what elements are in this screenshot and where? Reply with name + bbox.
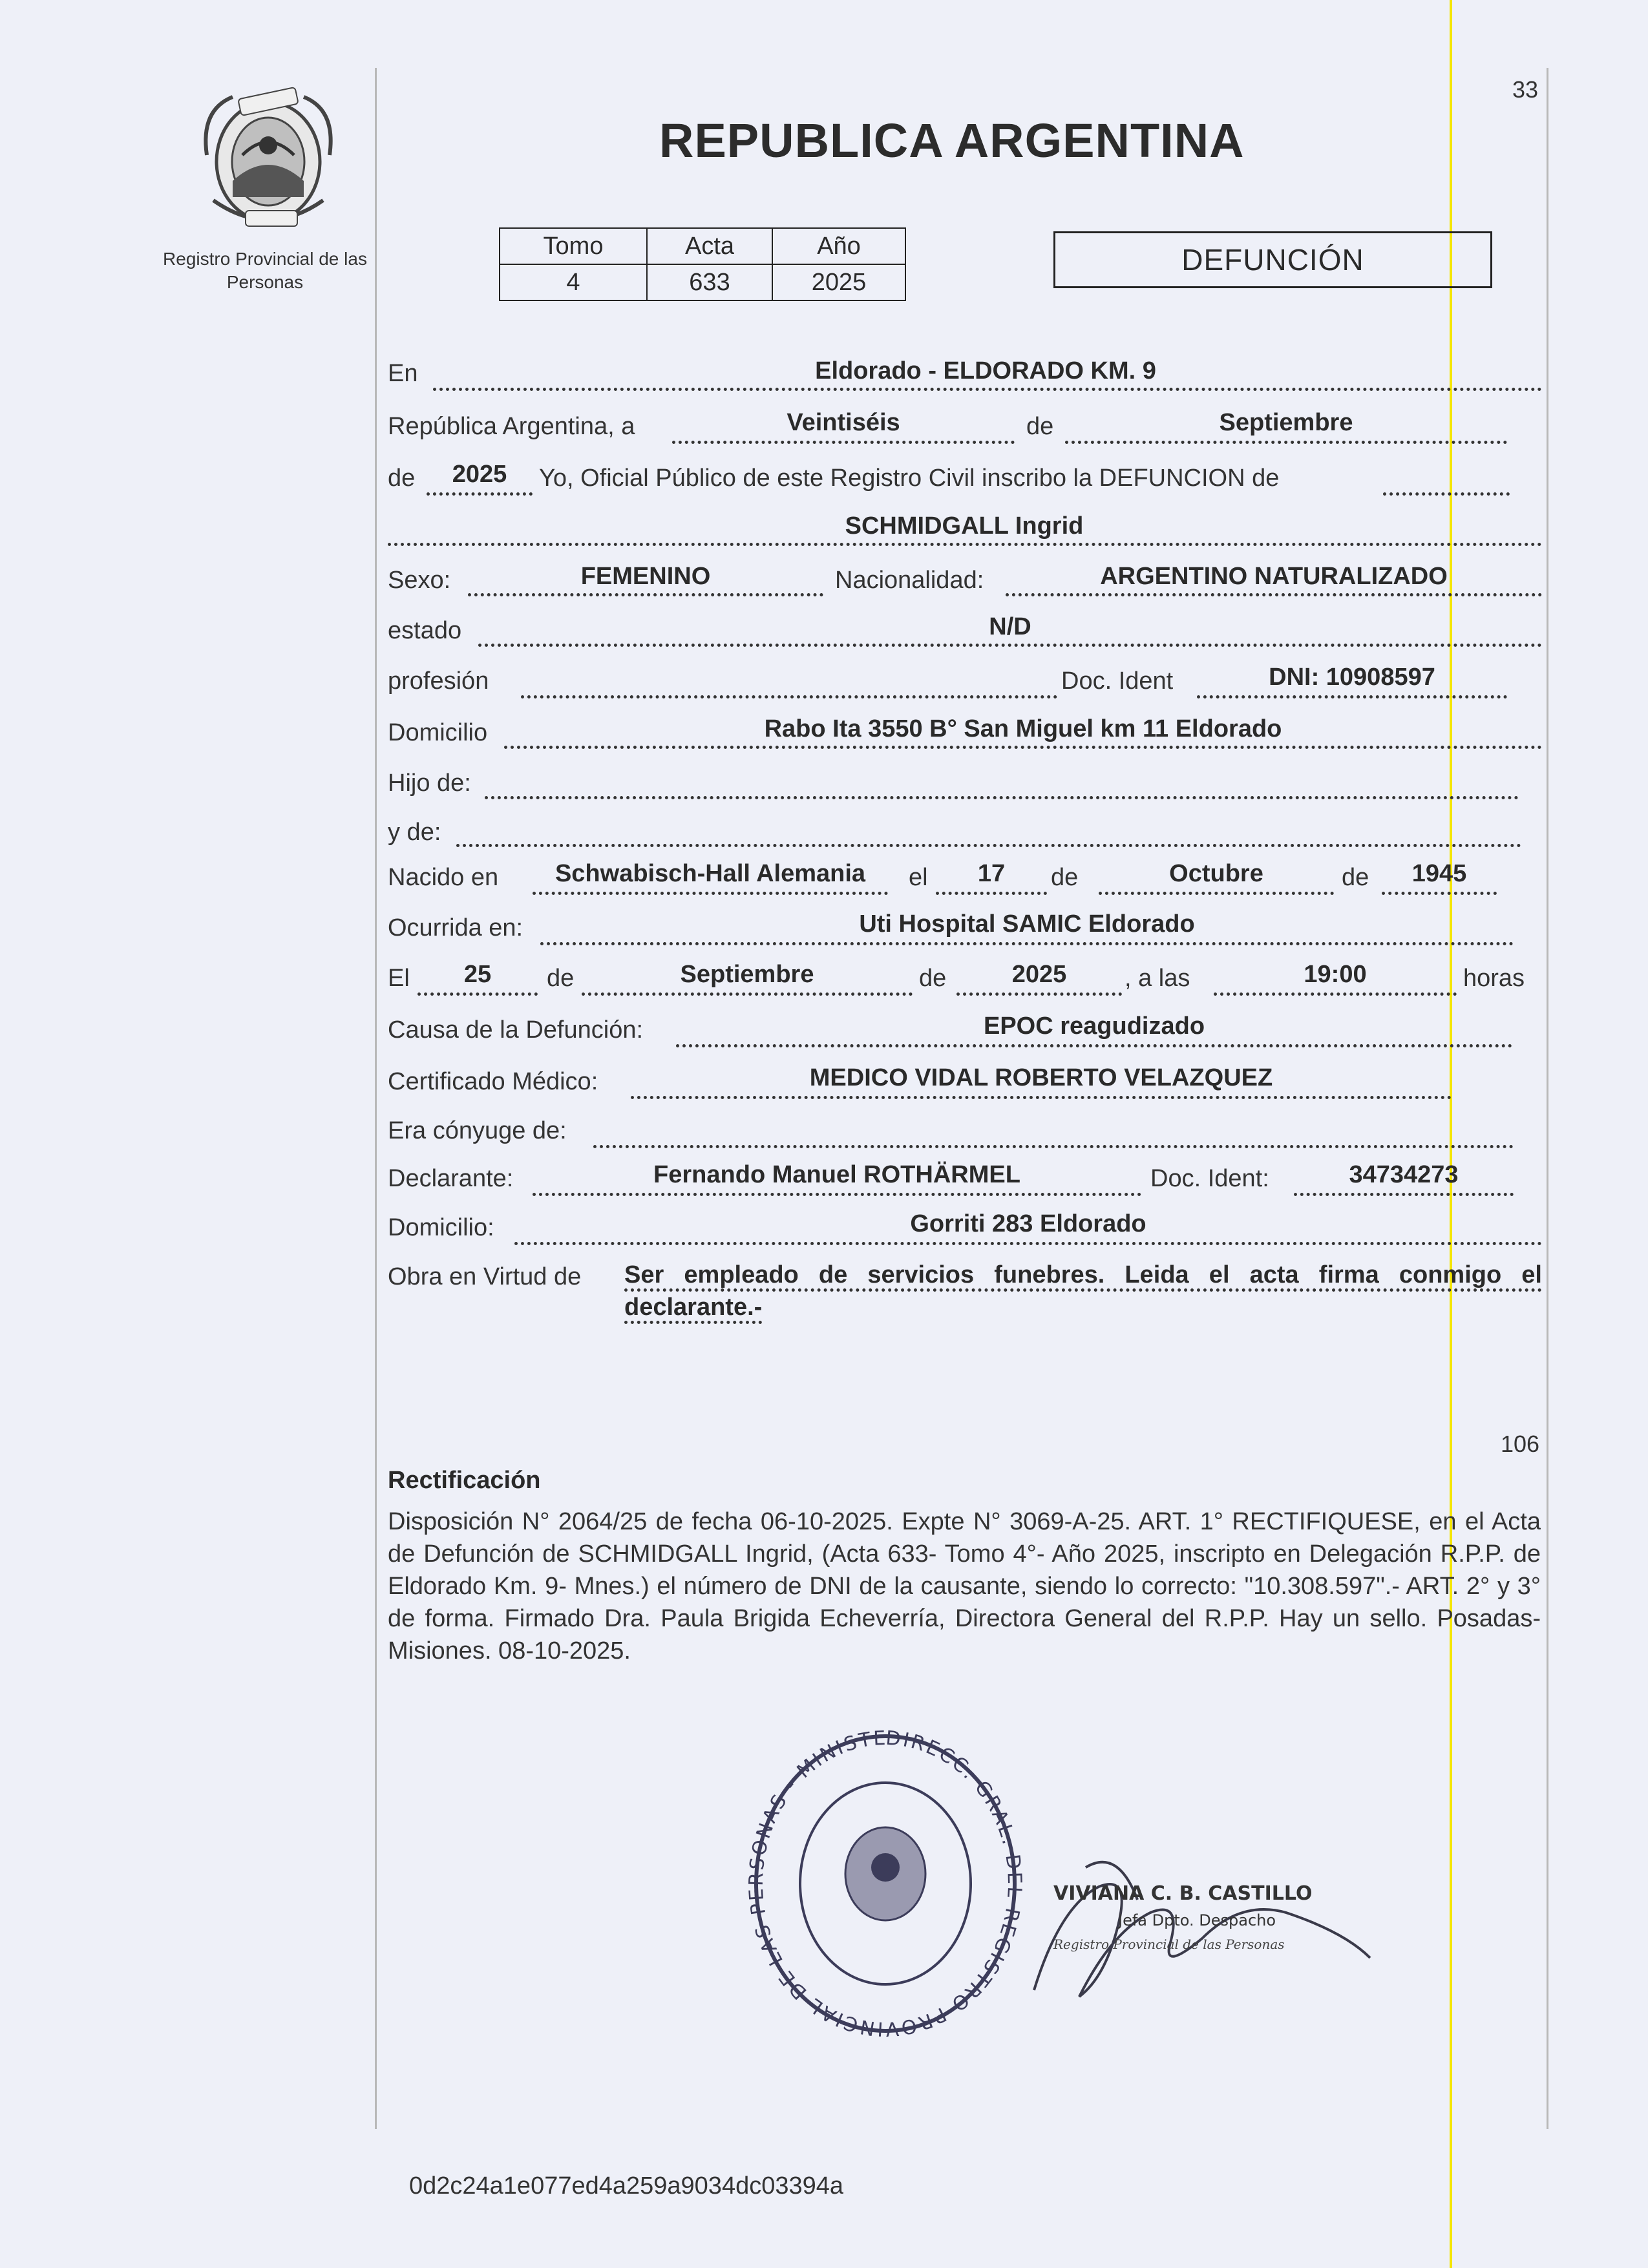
certificado-label: Certificado Médico: [388,1068,598,1095]
nac-anio-dots [1382,892,1497,895]
nacionalidad-dots [1006,593,1542,596]
republica-label: República Argentina, a [388,413,635,440]
hijo-label: Hijo de: [388,770,471,797]
record-table [499,227,906,301]
def-anio-dots [956,992,1122,996]
sexo-value: FEMENINO [580,563,711,590]
obra-value-text: Ser empleado de servicios funebres. Leida el acta firma conmigo el declarante.- [624,1261,1542,1324]
declarante-dots [533,1193,1141,1196]
certificado-dots [631,1096,1452,1099]
decl-doc-value: 34734273 [1349,1161,1459,1188]
obra-value [624,1259,1542,1323]
page-number: 33 [1512,76,1539,103]
de-label-3: de [1051,864,1079,891]
inscribo-text: Yo, Oficial Público de este Registro Civil inscribo la DEFUNCION de [539,465,1280,492]
nacido-value: Schwabisch-Hall Alemania [555,860,866,887]
nacido-label: Nacido en [388,864,499,891]
document-hash: 0d2c24a1e077ed4a259a9034dc03394a [409,2172,844,2200]
sexo-dots [468,593,823,596]
decl-domicilio-dots [514,1242,1542,1245]
decl-domicilio-value: Gorriti 283 Eldorado [910,1210,1146,1237]
dia-dots [672,441,1015,444]
nac-anio-value: 1945 [1411,860,1467,887]
def-mes-value: Septiembre [680,961,814,988]
nombre-dots [388,543,1542,546]
certificado-value: MEDICO VIDAL ROBERTO VELAZQUEZ [809,1064,1273,1091]
header-anio: Año [772,228,905,264]
de-label-6: de [919,965,947,992]
anio-value: 2025 [452,461,507,488]
right-margin-line [1547,68,1548,2129]
rectificacion-body: Disposición N° 2064/25 de fecha 06-10-2025. Expte N° 3069-A-25. ART. 1° RECTIFIQUESE, en el Acta de Defunción de SCHMIDGALL Ingrid, (Acta 633- Tomo 4°- Año 2025, inscripto en Delegación R.P.P. de Eldorado Km. 9- Mnes.) el número de DNI de la causante, siendo lo correcto: "10.308.597".- ART. 2° y 3° de forma. Firmado Dra. Paula Brigida Echeverría, Directora General del R.P.P. Hay un sello. Posadas- Misiones. 08-10-2025. [388,1508,1541,1664]
estado-label: estado [388,617,462,644]
conyuge-dots [593,1145,1514,1148]
header-tomo: Tomo [500,228,647,264]
left-margin-line [375,68,377,2129]
obra-label: Obra en Virtud de [388,1263,582,1290]
hora-value: 19:00 [1304,961,1367,988]
nac-mes-dots [1099,892,1334,895]
el-label: el [909,864,928,891]
causa-label: Causa de la Defunción: [388,1016,644,1044]
yellow-marker-line [1450,0,1452,2268]
mes-value: Septiembre [1219,409,1353,436]
de-label-5: de [547,965,575,992]
decl-doc-dots [1294,1193,1514,1196]
signature-block [1008,1829,1396,2035]
page-title: REPUBLICA ARGENTINA [659,114,1245,167]
docident-dots [1197,695,1507,698]
causa-dots [676,1044,1512,1047]
domicilio-value: Rabo Ita 3550 B° San Miguel km 11 Eldorado [764,715,1282,742]
record-value-row [500,264,905,300]
horas-label: horas [1463,965,1525,992]
nombre-value: SCHMIDGALL Ingrid [845,512,1084,540]
nac-dia-value: 17 [977,860,1006,887]
alas-label: , a las [1125,965,1190,992]
def-anio-value: 2025 [1011,961,1067,988]
stamp-text: DIRECC. GRAL. DEL REGISTRO PROVINCIAL DE LAS PERSONAS - MINISTE [745,1727,1026,2041]
dia-value: Veintiséis [787,409,900,436]
conyuge-label: Era cónyuge de: [388,1117,567,1144]
nac-mes-value: Octubre [1169,860,1263,887]
hora-dots [1214,992,1457,996]
mes-dots [1065,441,1507,444]
decl-domicilio-label: Domicilio: [388,1214,494,1241]
declarante-label: Declarante: [388,1165,514,1192]
en-dots [433,388,1542,391]
def-dia-value: 25 [463,961,492,988]
ocurrida-label: Ocurrida en: [388,914,523,941]
docident-value: DNI: 10908597 [1269,664,1435,691]
signature-role: Jefa Dpto. Despacho [1118,1911,1276,1929]
value-anio: 2025 [772,264,905,300]
profesion-label: profesión [388,667,489,695]
causa-value: EPOC reagudizado [983,1013,1205,1040]
de-label-2: de [388,465,416,492]
value-tomo: 4 [500,264,647,300]
signature-org: Registro Provincial de las Personas [1053,1937,1285,1952]
en-value: Eldorado - ELDORADO KM. 9 [815,357,1156,384]
record-header-row [500,228,905,264]
de-label-4: de [1342,864,1369,891]
note-number: 106 [1501,1431,1540,1457]
province-crest-logo [194,84,343,233]
hijo-dots [485,796,1519,799]
ocurrida-value: Uti Hospital SAMIC Eldorado [859,910,1195,938]
nacionalidad-value: ARGENTINO NATURALIZADO [1100,563,1448,590]
nacionalidad-label: Nacionalidad: [835,567,984,594]
decl-doc-label: Doc. Ident: [1150,1165,1269,1192]
de-label-1: de [1026,413,1054,440]
docident-label: Doc. Ident [1061,667,1174,695]
rectificacion-heading: Rectificación [388,1467,541,1494]
profesion-dots [521,695,1057,698]
def-mes-dots [582,992,913,996]
nacido-dots [533,892,888,895]
inscribo-dots [1383,492,1510,496]
yde-label: y de: [388,819,441,846]
estado-value: N/D [989,613,1031,640]
El-label: El [388,965,410,992]
header-acta: Acta [647,228,772,264]
registry-caption: Registro Provincial de las Personas [163,249,367,292]
def-dia-dots [417,992,538,996]
document-type-box: DEFUNCIÓN [1053,231,1492,288]
domicilio-dots [504,746,1542,749]
declarante-value: Fernando Manuel ROTHÄRMEL [653,1161,1020,1188]
sexo-label: Sexo: [388,567,451,594]
ocurrida-dots [540,942,1514,945]
official-stamp [737,1719,1034,2042]
anio-dots [427,492,533,496]
en-label: En [388,360,418,387]
estado-dots [478,644,1542,647]
value-acta: 633 [647,264,772,300]
yde-dots [456,844,1521,847]
domicilio-label: Domicilio [388,719,488,746]
signature-name: VIVIANA C. B. CASTILLO [1053,1882,1313,1905]
nac-dia-dots [936,892,1047,895]
